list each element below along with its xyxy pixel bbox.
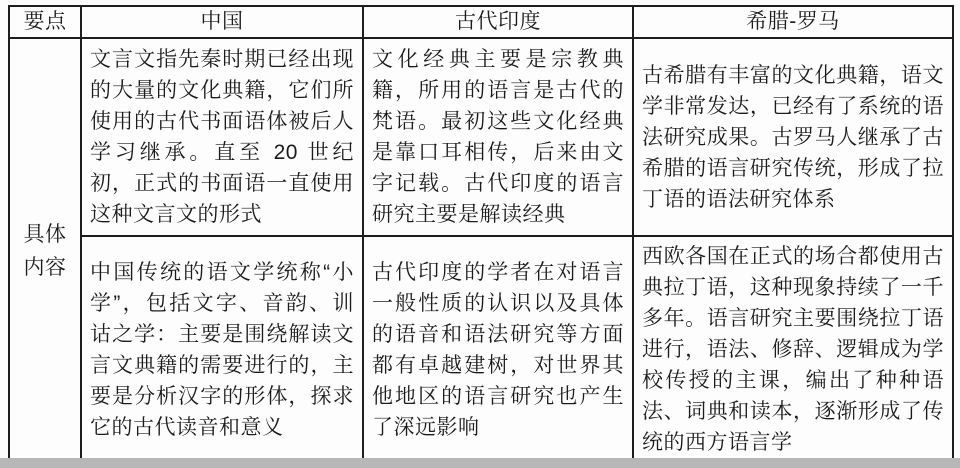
cell-india-row1: 文化经典主要是宗教典籍，所用的语言是古代的梵语。最初这些文化经典是靠口耳相传，后来由文字记载。古代印度的语言研究主要是解读经典 <box>363 38 633 236</box>
table-row <box>9 236 953 463</box>
header-greece-rome: 希腊-罗马 <box>633 6 953 38</box>
header-ancient-india: 古代印度 <box>363 6 633 38</box>
cell-india-row2: 古代印度的学者在对语言一般性质的认识以及具体的语音和语法研究等方面都有卓越建树，对世界其他地区的语言研究也产生了深远影响 <box>363 236 633 463</box>
table-header-row <box>9 6 953 38</box>
cell-china-row2: 中国传统的语文学统称“小学”，包括文字、音韵、训诂之学：主要是围绕解读文言文典籍的需要进行的，主要是分析汉字的形体，探求它的古代读音和意义 <box>81 236 363 463</box>
cell-greece-rome-row1: 古希腊有丰富的文化典籍，语文学非常发达，已经有了系统的语法研究成果。古罗马人继承了古希腊的语言研究传统，形成了拉丁语的语法研究体系 <box>633 38 953 236</box>
row-label-specific-content: 具体内容 <box>9 38 81 463</box>
cell-china-row1: 文言文指先秦时期已经出现的大量的文化典籍，它们所使用的古代书面语体被后人学习继承。直至 20 世纪初，正式的书面语一直使用这种文言文的形式 <box>81 38 363 236</box>
header-china: 中国 <box>81 6 363 38</box>
bottom-edge-strip <box>0 458 960 468</box>
comparison-table <box>8 5 954 464</box>
table-row <box>9 38 953 236</box>
cell-greece-rome-row2: 西欧各国在正式的场合都使用古典拉丁语，这种现象持续了一千多年。语言研究主要围绕拉丁语进行，语法、修辞、逻辑成为学校传授的主课，编出了种种语法、词典和读本，逐渐形成了传统的西方语言学 <box>633 236 953 463</box>
header-key-points: 要点 <box>9 6 81 38</box>
